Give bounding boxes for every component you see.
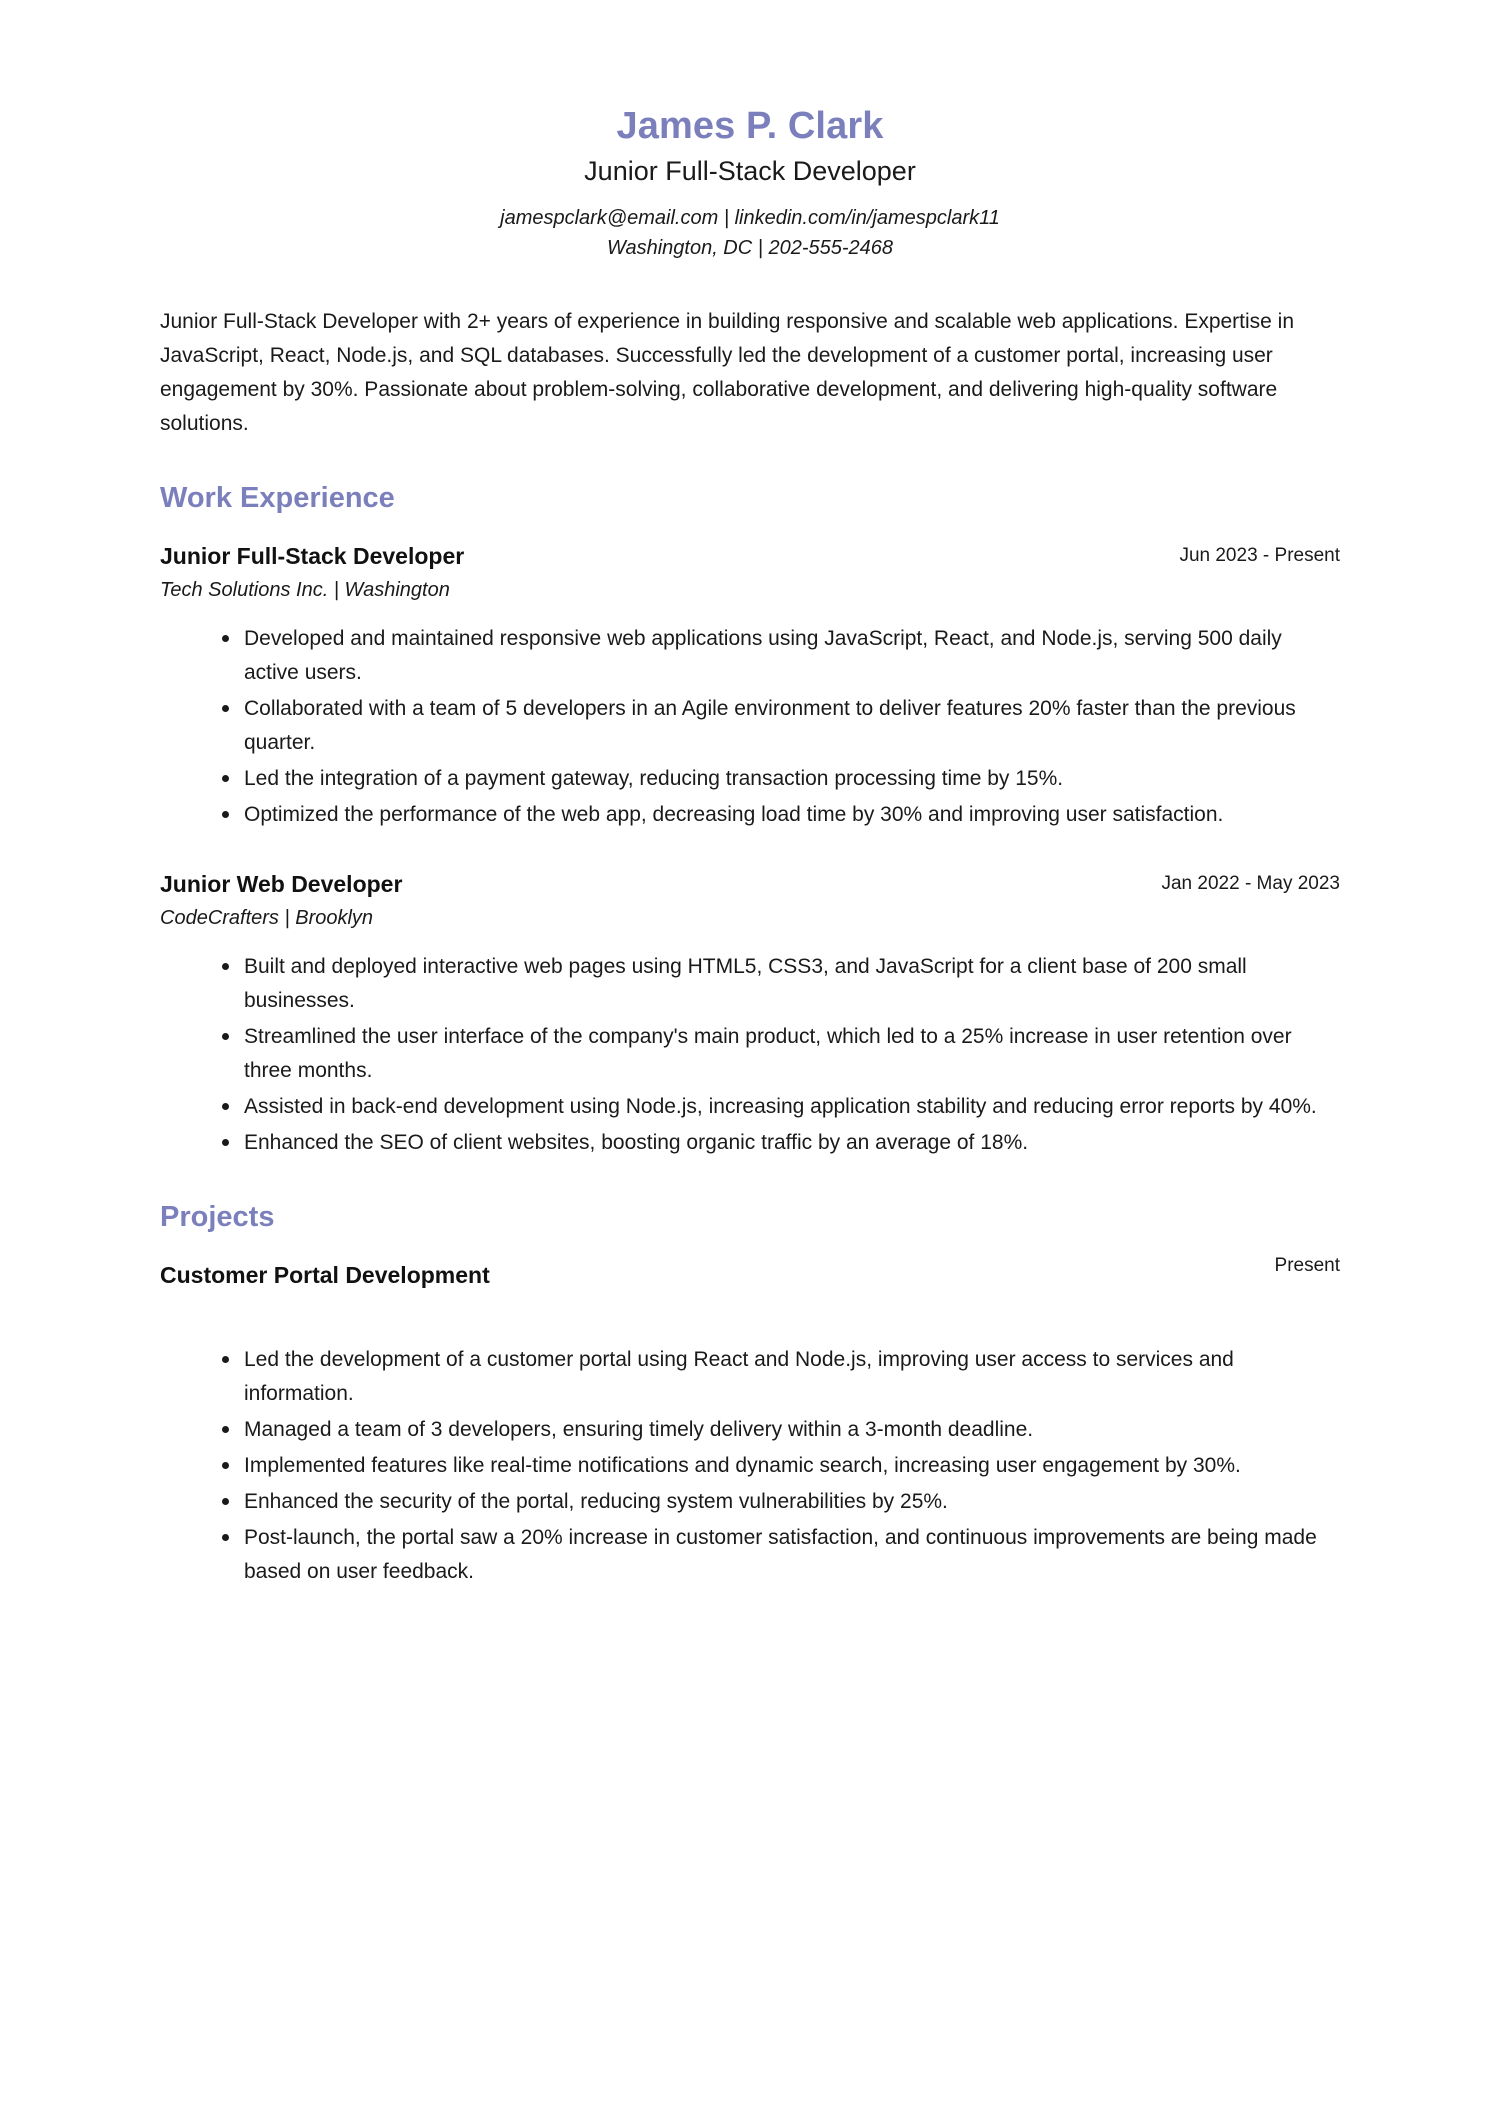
list-item: Optimized the performance of the web app, decreasing load time by 30% and improving user satisfaction. bbox=[222, 798, 1340, 832]
professional-summary: Junior Full-Stack Developer with 2+ years of experience in building responsive and scalable web applications. Expertise in JavaScript, React, Node.js, and SQL databases. Successfully led the development of a customer portal, increasing user engagement by 30%. Passionate about problem-solving, collaborative development, and delivering high-quality software solutions. bbox=[160, 310, 1295, 436]
list-item: Streamlined the user interface of the company's main product, which led to a 25% increase in user retention over three months. bbox=[222, 1020, 1340, 1088]
list-item: Built and deployed interactive web pages using HTML5, CSS3, and JavaScript for a client base of 200 small businesses. bbox=[222, 950, 1340, 1018]
list-item: Led the integration of a payment gateway, reducing transaction processing time by 15%. bbox=[222, 762, 1340, 796]
section-heading-projects: Projects bbox=[160, 1201, 275, 1234]
candidate-name: James P. Clark bbox=[616, 105, 884, 147]
work-entry bbox=[160, 870, 1340, 1160]
contact-line-email-linkedin: jamespclark@email.com | linkedin.com/in/jamespclark11 bbox=[500, 207, 1000, 230]
work-entry-head bbox=[160, 542, 1340, 572]
list-item: Collaborated with a team of 5 developers in an Agile environment to deliver features 20% faster than the previous quarter. bbox=[222, 692, 1340, 760]
project-entry bbox=[160, 1255, 1340, 1589]
work-entry-bullets bbox=[160, 950, 1340, 1160]
list-item: Managed a team of 3 developers, ensuring timely delivery within a 3-month deadline. bbox=[222, 1413, 1340, 1447]
work-entry-bullets bbox=[160, 622, 1340, 832]
section-heading-work-experience: Work Experience bbox=[160, 482, 395, 515]
work-entry-company-location: CodeCrafters | Brooklyn bbox=[160, 907, 374, 930]
work-entry-head bbox=[160, 870, 1340, 900]
list-item: Assisted in back-end development using Node.js, increasing application stability and reducing error reports by 40%. bbox=[222, 1090, 1340, 1124]
list-item: Led the development of a customer portal using React and Node.js, improving user access to services and information. bbox=[222, 1343, 1340, 1411]
work-entry-company-location: Tech Solutions Inc. | Washington bbox=[160, 579, 450, 602]
project-entry-date: Present bbox=[1274, 1255, 1340, 1277]
resume-header bbox=[160, 104, 1340, 263]
list-item: Implemented features like real-time notifications and dynamic search, increasing user engagement by 30%. bbox=[222, 1449, 1340, 1483]
project-entry-bullets bbox=[160, 1343, 1340, 1589]
list-item: Developed and maintained responsive web applications using JavaScript, React, and Node.js, serving 500 daily active users. bbox=[222, 622, 1340, 690]
project-entry-head bbox=[160, 1255, 1340, 1291]
list-item: Enhanced the security of the portal, reducing system vulnerabilities by 25%. bbox=[222, 1485, 1340, 1519]
project-entry-subtitle bbox=[160, 1295, 1340, 1325]
section-work-experience bbox=[160, 481, 1340, 1160]
work-entry-date: Jun 2023 - Present bbox=[1179, 545, 1340, 567]
list-item: Enhanced the SEO of client websites, boosting organic traffic by an average of 18%. bbox=[222, 1126, 1340, 1160]
contact-line-location-phone: Washington, DC | 202-555-2468 bbox=[606, 236, 894, 259]
section-projects bbox=[160, 1200, 1340, 1589]
work-entry bbox=[160, 542, 1340, 832]
list-item: Post-launch, the portal saw a 20% increase in customer satisfaction, and continuous improvements are being made based on user feedback. bbox=[222, 1521, 1340, 1589]
project-entry-title: Customer Portal Development bbox=[160, 1262, 490, 1289]
candidate-job-title: Junior Full-Stack Developer bbox=[584, 155, 916, 186]
work-entry-title: Junior Web Developer bbox=[160, 871, 403, 898]
work-entry-title: Junior Full-Stack Developer bbox=[160, 543, 465, 570]
work-entry-date: Jan 2022 - May 2023 bbox=[1161, 873, 1340, 895]
